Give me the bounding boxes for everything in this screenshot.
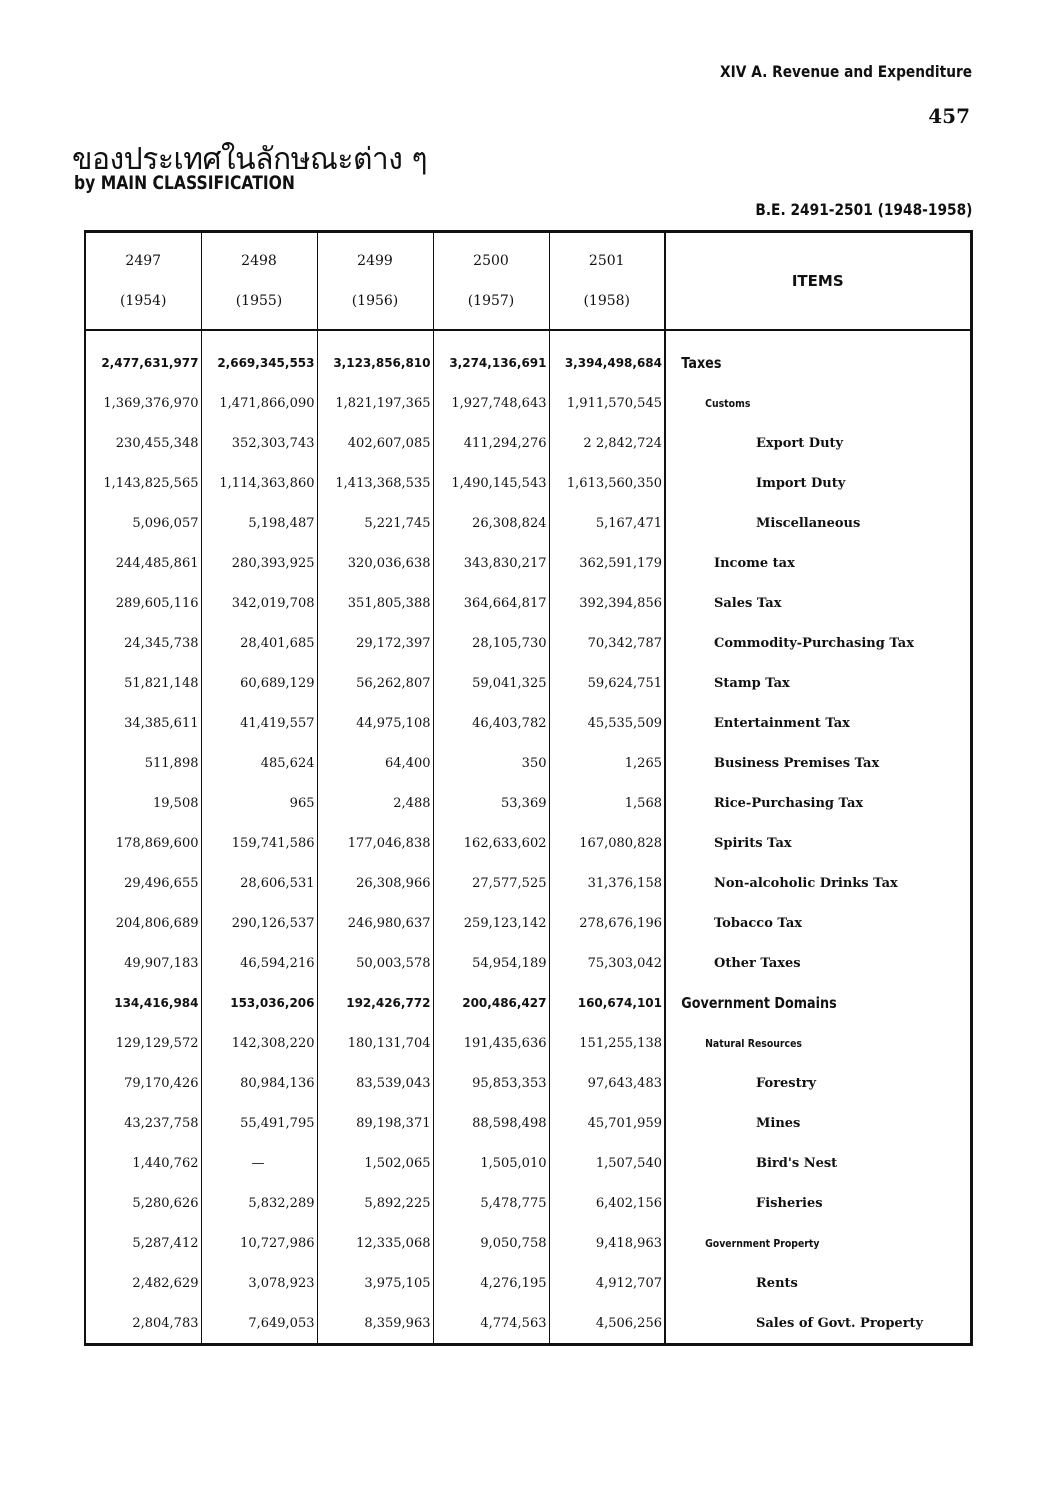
table-cell: 2,804,783 bbox=[85, 1303, 201, 1345]
row-label-text: Government Property bbox=[705, 1236, 820, 1250]
table-cell: 26,308,824 bbox=[433, 503, 549, 543]
table-cell: 97,643,483 bbox=[549, 1063, 665, 1103]
table-cell: 88,598,498 bbox=[433, 1103, 549, 1143]
row-label-text: Taxes bbox=[681, 354, 722, 372]
row-label bbox=[665, 623, 971, 663]
table-cell: 352,303,743 bbox=[201, 423, 317, 463]
table-row bbox=[85, 1103, 971, 1143]
row-label-text: Spirits Tax bbox=[714, 835, 792, 851]
table-cell: 26,308,966 bbox=[317, 863, 433, 903]
table-cell: 5,280,626 bbox=[85, 1183, 201, 1223]
row-label bbox=[665, 1103, 971, 1143]
row-label bbox=[665, 343, 971, 383]
table-row bbox=[85, 583, 971, 623]
table-row bbox=[85, 743, 971, 783]
table-cell: 41,419,557 bbox=[201, 703, 317, 743]
table-row bbox=[85, 343, 971, 383]
table-cell: 2,488 bbox=[317, 783, 433, 823]
table-cell: 1,369,376,970 bbox=[85, 383, 201, 423]
table-cell: 60,689,129 bbox=[201, 663, 317, 703]
table-row bbox=[85, 1223, 971, 1263]
table-cell: 280,393,925 bbox=[201, 543, 317, 583]
table-cell: 27,577,525 bbox=[433, 863, 549, 903]
row-label-text: Government Domains bbox=[681, 994, 837, 1012]
table-cell: 49,907,183 bbox=[85, 943, 201, 983]
table-cell: 1,471,866,090 bbox=[201, 383, 317, 423]
table-cell: 4,774,563 bbox=[433, 1303, 549, 1345]
table-cell: 204,806,689 bbox=[85, 903, 201, 943]
table-cell: 24,345,738 bbox=[85, 623, 201, 663]
row-label bbox=[665, 383, 971, 423]
row-label bbox=[665, 1143, 971, 1183]
row-label bbox=[665, 1303, 971, 1345]
table-cell: 29,172,397 bbox=[317, 623, 433, 663]
table-cell: 7,649,053 bbox=[201, 1303, 317, 1345]
table-row bbox=[85, 783, 971, 823]
ce-year: (1957) bbox=[467, 293, 515, 309]
row-label-text: Forestry bbox=[756, 1075, 817, 1091]
table-cell: 5,832,289 bbox=[201, 1183, 317, 1223]
table-cell: 51,821,148 bbox=[85, 663, 201, 703]
table-row bbox=[85, 623, 971, 663]
table-cell: 5,096,057 bbox=[85, 503, 201, 543]
table-cell: 191,435,636 bbox=[433, 1023, 549, 1063]
table-cell: 10,727,986 bbox=[201, 1223, 317, 1263]
table-row bbox=[85, 983, 971, 1023]
table-cell: 80,984,136 bbox=[201, 1063, 317, 1103]
table-cell: 9,050,758 bbox=[433, 1223, 549, 1263]
row-label bbox=[665, 983, 971, 1023]
row-label-text: Bird's Nest bbox=[756, 1155, 838, 1171]
table-cell: 259,123,142 bbox=[433, 903, 549, 943]
table-cell: 411,294,276 bbox=[433, 423, 549, 463]
spacer-row bbox=[85, 330, 971, 343]
table-cell: 43,237,758 bbox=[85, 1103, 201, 1143]
table-row bbox=[85, 423, 971, 463]
table-cell: 511,898 bbox=[85, 743, 201, 783]
table-cell: 59,041,325 bbox=[433, 663, 549, 703]
table-cell: 4,506,256 bbox=[549, 1303, 665, 1345]
table-cell: 2 2,842,724 bbox=[549, 423, 665, 463]
table-row bbox=[85, 503, 971, 543]
table-cell: 59,624,751 bbox=[549, 663, 665, 703]
column-header-year bbox=[201, 232, 317, 331]
table-cell: 6,402,156 bbox=[549, 1183, 665, 1223]
table-cell: 129,129,572 bbox=[85, 1023, 201, 1063]
table-cell: — bbox=[201, 1143, 317, 1183]
table-cell: 162,633,602 bbox=[433, 823, 549, 863]
be-year: 2498 bbox=[241, 253, 277, 269]
row-label-text: Sales of Govt. Property bbox=[756, 1315, 924, 1331]
row-label bbox=[665, 1023, 971, 1063]
revenue-table bbox=[84, 230, 973, 1346]
row-label bbox=[665, 743, 971, 783]
table-cell: 350 bbox=[433, 743, 549, 783]
ce-year: (1954) bbox=[119, 293, 167, 309]
ce-year: (1956) bbox=[351, 293, 399, 309]
table-cell: 44,975,108 bbox=[317, 703, 433, 743]
table-cell: 5,167,471 bbox=[549, 503, 665, 543]
table-cell: 31,376,158 bbox=[549, 863, 665, 903]
page-number: 457 bbox=[928, 104, 970, 128]
row-label-text: Business Premises Tax bbox=[714, 755, 880, 771]
table-cell: 351,805,388 bbox=[317, 583, 433, 623]
table-row bbox=[85, 1023, 971, 1063]
row-label bbox=[665, 663, 971, 703]
table-row bbox=[85, 863, 971, 903]
table-cell: 343,830,217 bbox=[433, 543, 549, 583]
table-row bbox=[85, 1263, 971, 1303]
row-label-text: Sales Tax bbox=[714, 595, 782, 611]
row-label bbox=[665, 903, 971, 943]
table-header-row bbox=[85, 232, 971, 331]
table-cell: 56,262,807 bbox=[317, 663, 433, 703]
row-label bbox=[665, 943, 971, 983]
table-cell: 364,664,817 bbox=[433, 583, 549, 623]
row-label-text: Fisheries bbox=[756, 1195, 823, 1211]
row-label-text: Rice-Purchasing Tax bbox=[714, 795, 864, 811]
table-cell: 28,606,531 bbox=[201, 863, 317, 903]
row-label-text: Rents bbox=[756, 1275, 798, 1291]
row-label bbox=[665, 1063, 971, 1103]
table-cell: 244,485,861 bbox=[85, 543, 201, 583]
table-cell: 5,892,225 bbox=[317, 1183, 433, 1223]
table-row bbox=[85, 463, 971, 503]
thai-title: ของประเทศในลักษณะต่าง ๆ bbox=[72, 142, 428, 177]
row-label-text: Income tax bbox=[714, 555, 795, 571]
table-cell: 1,911,570,545 bbox=[549, 383, 665, 423]
table-cell: 142,308,220 bbox=[201, 1023, 317, 1063]
table-row bbox=[85, 943, 971, 983]
row-label bbox=[665, 583, 971, 623]
table-cell: 402,607,085 bbox=[317, 423, 433, 463]
table-cell: 79,170,426 bbox=[85, 1063, 201, 1103]
table-cell: 278,676,196 bbox=[549, 903, 665, 943]
table-row bbox=[85, 543, 971, 583]
row-label-text: Customs bbox=[705, 396, 751, 410]
table-cell: 9,418,963 bbox=[549, 1223, 665, 1263]
row-label bbox=[665, 783, 971, 823]
row-label bbox=[665, 543, 971, 583]
table-cell: 89,198,371 bbox=[317, 1103, 433, 1143]
table-cell: 28,105,730 bbox=[433, 623, 549, 663]
table-cell: 53,369 bbox=[433, 783, 549, 823]
table-cell: 4,912,707 bbox=[549, 1263, 665, 1303]
table-cell: 5,478,775 bbox=[433, 1183, 549, 1223]
row-label-text: Commodity-Purchasing Tax bbox=[714, 635, 914, 651]
table-cell: 29,496,655 bbox=[85, 863, 201, 903]
row-label-text: Miscellaneous bbox=[756, 515, 861, 531]
table-row bbox=[85, 703, 971, 743]
table-cell: 134,416,984 bbox=[85, 983, 201, 1023]
table-cell: 485,624 bbox=[201, 743, 317, 783]
table-cell: 1,502,065 bbox=[317, 1143, 433, 1183]
table-cell: 1,507,540 bbox=[549, 1143, 665, 1183]
table-cell: 192,426,772 bbox=[317, 983, 433, 1023]
table-cell: 1,927,748,643 bbox=[433, 383, 549, 423]
table-cell: 46,594,216 bbox=[201, 943, 317, 983]
column-header-year bbox=[85, 232, 201, 331]
row-label-text: Natural Resources bbox=[705, 1036, 802, 1050]
column-header-year bbox=[549, 232, 665, 331]
table-cell: 1,821,197,365 bbox=[317, 383, 433, 423]
table-row bbox=[85, 1143, 971, 1183]
table-cell: 75,303,042 bbox=[549, 943, 665, 983]
table-cell: 289,605,116 bbox=[85, 583, 201, 623]
table-cell: 12,335,068 bbox=[317, 1223, 433, 1263]
table-cell: 5,221,745 bbox=[317, 503, 433, 543]
table-row bbox=[85, 1063, 971, 1103]
table-cell: 246,980,637 bbox=[317, 903, 433, 943]
table-cell: 3,078,923 bbox=[201, 1263, 317, 1303]
chapter-heading: XIV A. Revenue and Expenditure bbox=[719, 62, 972, 81]
table-cell: 5,198,487 bbox=[201, 503, 317, 543]
table-cell: 8,359,963 bbox=[317, 1303, 433, 1345]
column-header-year bbox=[317, 232, 433, 331]
table-cell: 151,255,138 bbox=[549, 1023, 665, 1063]
table-row bbox=[85, 663, 971, 703]
column-header-year bbox=[433, 232, 549, 331]
table-cell: 83,539,043 bbox=[317, 1063, 433, 1103]
table-cell: 34,385,611 bbox=[85, 703, 201, 743]
table-cell: 1,114,363,860 bbox=[201, 463, 317, 503]
table-cell: 178,869,600 bbox=[85, 823, 201, 863]
row-label-text: Mines bbox=[756, 1115, 801, 1131]
table-cell: 167,080,828 bbox=[549, 823, 665, 863]
row-label bbox=[665, 423, 971, 463]
table-cell: 1,413,368,535 bbox=[317, 463, 433, 503]
ce-year: (1955) bbox=[235, 293, 283, 309]
table-cell: 70,342,787 bbox=[549, 623, 665, 663]
table-cell: 5,287,412 bbox=[85, 1223, 201, 1263]
table-row bbox=[85, 823, 971, 863]
table-cell: 46,403,782 bbox=[433, 703, 549, 743]
be-year: 2497 bbox=[125, 253, 162, 269]
table-cell: 362,591,179 bbox=[549, 543, 665, 583]
table-cell: 1,490,145,543 bbox=[433, 463, 549, 503]
english-title: by MAIN CLASSIFICATION bbox=[74, 172, 295, 194]
table-cell: 2,477,631,977 bbox=[85, 343, 201, 383]
row-label-text: Non-alcoholic Drinks Tax bbox=[714, 875, 898, 891]
row-label-text: Other Taxes bbox=[714, 955, 801, 971]
table-cell: 177,046,838 bbox=[317, 823, 433, 863]
row-label bbox=[665, 1223, 971, 1263]
table-row bbox=[85, 383, 971, 423]
row-label bbox=[665, 823, 971, 863]
table-cell: 290,126,537 bbox=[201, 903, 317, 943]
table-cell: 1,505,010 bbox=[433, 1143, 549, 1183]
table-cell: 19,508 bbox=[85, 783, 201, 823]
table-cell: 153,036,206 bbox=[201, 983, 317, 1023]
row-label bbox=[665, 703, 971, 743]
table-row bbox=[85, 1183, 971, 1223]
table-cell: 45,701,959 bbox=[549, 1103, 665, 1143]
row-label bbox=[665, 463, 971, 503]
row-label bbox=[665, 503, 971, 543]
table-row bbox=[85, 1303, 971, 1345]
table-cell: 965 bbox=[201, 783, 317, 823]
period-label: B.E. 2491-2501 (1948-1958) bbox=[754, 200, 972, 219]
be-year: 2501 bbox=[588, 253, 625, 269]
table-cell: 180,131,704 bbox=[317, 1023, 433, 1063]
table-cell: 1,613,560,350 bbox=[549, 463, 665, 503]
row-label-text: Stamp Tax bbox=[714, 675, 790, 691]
table-cell: 4,276,195 bbox=[433, 1263, 549, 1303]
row-label-text: Export Duty bbox=[756, 435, 844, 451]
table-cell: 200,486,427 bbox=[433, 983, 549, 1023]
row-label-text: Import Duty bbox=[756, 475, 846, 491]
table-cell: 3,975,105 bbox=[317, 1263, 433, 1303]
table-cell: 392,394,856 bbox=[549, 583, 665, 623]
ce-year: (1958) bbox=[583, 293, 631, 309]
table-cell: 320,036,638 bbox=[317, 543, 433, 583]
table-cell: 1,265 bbox=[549, 743, 665, 783]
table-cell: 1,143,825,565 bbox=[85, 463, 201, 503]
row-label bbox=[665, 1183, 971, 1223]
table-cell: 342,019,708 bbox=[201, 583, 317, 623]
table-cell: 3,394,498,684 bbox=[549, 343, 665, 383]
table-cell: 64,400 bbox=[317, 743, 433, 783]
table-cell: 160,674,101 bbox=[549, 983, 665, 1023]
table-cell: 1,568 bbox=[549, 783, 665, 823]
table-cell: 50,003,578 bbox=[317, 943, 433, 983]
table-cell: 230,455,348 bbox=[85, 423, 201, 463]
row-label-text: Tobacco Tax bbox=[714, 915, 802, 931]
table-cell: 1,440,762 bbox=[85, 1143, 201, 1183]
table-row bbox=[85, 903, 971, 943]
table-cell: 159,741,586 bbox=[201, 823, 317, 863]
table-cell: 28,401,685 bbox=[201, 623, 317, 663]
table-cell: 54,954,189 bbox=[433, 943, 549, 983]
items-column-header: ITEMS bbox=[665, 232, 971, 331]
table-cell: 3,274,136,691 bbox=[433, 343, 549, 383]
table-cell: 95,853,353 bbox=[433, 1063, 549, 1103]
be-year: 2499 bbox=[357, 253, 393, 269]
table-cell: 2,482,629 bbox=[85, 1263, 201, 1303]
row-label bbox=[665, 1263, 971, 1303]
table-cell: 55,491,795 bbox=[201, 1103, 317, 1143]
table-cell: 3,123,856,810 bbox=[317, 343, 433, 383]
table-cell: 2,669,345,553 bbox=[201, 343, 317, 383]
row-label bbox=[665, 863, 971, 903]
row-label-text: Entertainment Tax bbox=[714, 715, 850, 731]
be-year: 2500 bbox=[473, 253, 509, 269]
table-cell: 45,535,509 bbox=[549, 703, 665, 743]
